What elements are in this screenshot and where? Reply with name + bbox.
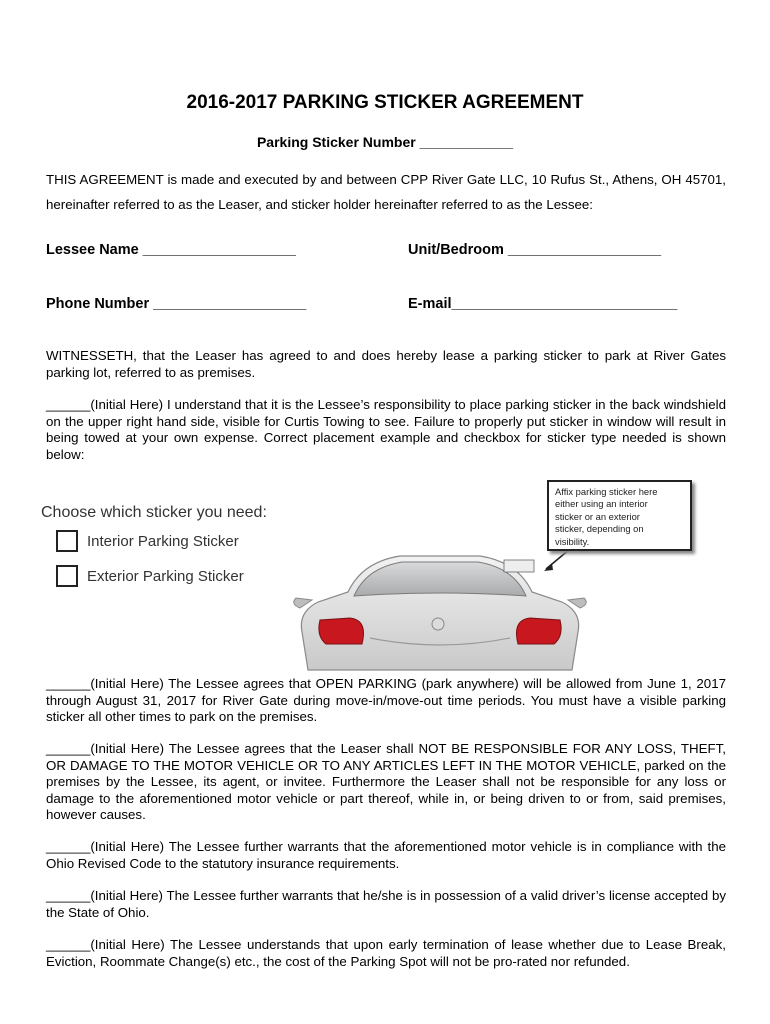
clause-insurance: ______(Initial Here) The Lessee further warrants that the aforementioned motor vehicle is in compliance with the Ohio Revised Code to the statutory insurance requirements.	[46, 839, 726, 871]
callout-line: sticker, depending on	[555, 523, 644, 535]
callout-line: Affix parking sticker here	[555, 486, 658, 497]
interior-sticker-option[interactable]	[56, 530, 239, 552]
sticker-example	[504, 560, 534, 572]
sticker-placement-callout	[547, 480, 692, 551]
exterior-sticker-option[interactable]	[56, 565, 244, 587]
clause-drivers-license: ______(Initial Here) The Lessee further warrants that he/she is in possession of a valid driver’s license accepted by the State of Ohio.	[46, 888, 726, 920]
callout-line: visibility.	[555, 535, 590, 547]
clause-open-parking: ______(Initial Here) The Lessee agrees that OPEN PARKING (park anywhere) will be allowed from June 1, 2017 through August 31, 2017 for River Gate during move-in/move-out time periods. You must have a visible parking sticker all other times to park on the premises.	[46, 676, 726, 724]
sticker-choice-heading: Choose which sticker you need:	[41, 504, 267, 521]
callout-line: either using an interior	[555, 498, 648, 510]
exterior-sticker-checkbox[interactable]	[56, 565, 78, 587]
unit-bedroom-field[interactable]: Unit/Bedroom ___________________	[408, 242, 662, 258]
document-title: 2016-2017 PARKING STICKER AGREEMENT	[186, 92, 584, 113]
interior-sticker-label: Interior Parking Sticker	[87, 532, 239, 550]
clause-liability: ______(Initial Here) The Lessee agrees that the Leaser shall NOT BE RESPONSIBLE FOR ANY LOSS, THEFT, OR DAMAGE TO THE MOTOR VEHICLE OR TO ANY ARTICLES LEFT IN THE MOTOR VEHICLE, parked on the premises by the Lessee, its agent, or invitee. Furthermore the Leaser shall not be responsible for any loss or damage to the aforementioned motor vehicle or part thereof, while in, or being driven to or from, said premises, however causes.	[46, 741, 726, 822]
callout-line: sticker or an exterior	[555, 510, 640, 522]
interior-sticker-checkbox[interactable]	[56, 530, 78, 552]
parking-sticker-number-field[interactable]: Parking Sticker Number ____________	[256, 134, 514, 150]
exterior-sticker-label: Exterior Parking Sticker	[87, 567, 244, 585]
lessee-name-field[interactable]: Lessee Name ___________________	[46, 242, 296, 258]
clause-early-termination: ______(Initial Here) The Lessee understands that upon early termination of lease whether due to Lease Break, Eviction, Roommate Change(s) etc., the cost of the Parking Spot will not be pro-rated nor refunded.	[46, 937, 726, 969]
phone-number-field[interactable]: Phone Number ___________________	[46, 296, 307, 312]
email-field[interactable]: E-mail____________________________	[408, 296, 678, 312]
intro-paragraph: THIS AGREEMENT is made and executed by and between CPP River Gate LLC, 10 Rufus St., Athens, OH 45701, hereinafter referred to as the Leaser, and sticker holder hereinafter referred to as the Lessee:	[46, 172, 726, 212]
witnesseth-paragraph: WITNESSETH, that the Leaser has agreed to and does hereby lease a parking sticker to park at River Gates parking lot, referred to as premises.	[46, 348, 726, 380]
clause-sticker-placement: ______(Initial Here) I understand that it is the Lessee’s responsibility to place parking sticker in the back windshield on the upper right hand side, visible for Curtis Towing to see. Failure to properly put sticker in window will result in being towed at your own expense. Correct placement example and checkbox for sticker type needed is shown below:	[46, 397, 726, 462]
